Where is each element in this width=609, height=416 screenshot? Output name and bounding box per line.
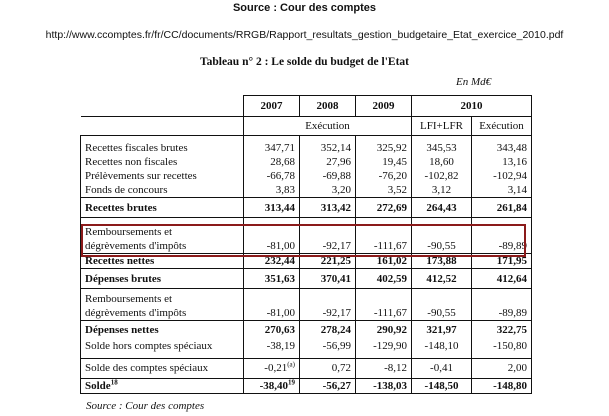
cell: 347,71: [244, 141, 300, 155]
cell: -102,94: [472, 169, 532, 183]
cell: -138,03: [356, 378, 412, 393]
cell: 3,52: [356, 183, 412, 198]
cell: 18,60: [412, 155, 472, 169]
cell: 28,68: [244, 155, 300, 169]
cell: -66,78: [244, 169, 300, 183]
budget-table: [80, 95, 532, 394]
cell: 351,63: [244, 269, 300, 289]
cell: 412,64: [472, 269, 532, 289]
table-title: Tableau n° 2 : Le solde du budget de l'Etat: [200, 56, 409, 68]
table-row: [81, 358, 532, 378]
cell: -129,90: [356, 339, 412, 353]
header-years-row: [81, 96, 532, 117]
cell: -56,27: [300, 378, 356, 393]
cell: 2,00: [472, 358, 532, 378]
row-label: Recettes fiscales brutes: [81, 141, 244, 155]
execution-header: Exécution: [244, 117, 412, 136]
row-label: Recettes non fiscales: [81, 155, 244, 169]
table-row: [81, 269, 532, 289]
cell: -148,80: [472, 378, 532, 393]
table-row: [81, 254, 532, 269]
table-row: [81, 155, 532, 169]
row-label: Recettes brutes: [81, 198, 244, 218]
table-row: [81, 183, 532, 198]
footnote-18: 18: [110, 377, 118, 386]
cell: -0,41: [412, 358, 472, 378]
cell: -148,50: [412, 378, 472, 393]
cell: 171,95: [472, 254, 532, 269]
cell: 325,92: [356, 141, 412, 155]
cell: 278,24: [300, 321, 356, 339]
cell: -89,89: [472, 289, 532, 321]
cell: -90,55: [412, 218, 472, 254]
cell: 221,25: [300, 254, 356, 269]
cell: 290,92: [356, 321, 412, 339]
cell: 27,96: [300, 155, 356, 169]
footer-source: Source : Cour des comptes: [86, 400, 205, 412]
cell: -0,21$^{(a)}$: [244, 358, 300, 378]
cell: -148,10: [412, 339, 472, 353]
row-label: Remboursements et dégrèvements d'impôts: [81, 218, 244, 254]
row-label: Prélèvements sur recettes: [81, 169, 244, 183]
row-label: Dépenses brutes: [81, 269, 244, 289]
lfi-lfr-header: LFI+LFR: [412, 117, 472, 136]
year-2010: 2010: [412, 96, 532, 117]
year-2009: 2009: [356, 96, 412, 117]
cell: -111,67: [356, 218, 412, 254]
cell: 343,48: [472, 141, 532, 155]
cell: 264,43: [412, 198, 472, 218]
cell: 270,63: [244, 321, 300, 339]
table-row: [81, 169, 532, 183]
cell: 19,45: [356, 155, 412, 169]
cell: -69,88: [300, 169, 356, 183]
cell: 272,69: [356, 198, 412, 218]
cell: -90,55: [412, 289, 472, 321]
cell: 0,72: [300, 358, 356, 378]
row-label: Solde des comptes spéciaux: [81, 358, 244, 378]
cell: -111,67: [356, 289, 412, 321]
table-row: [81, 339, 532, 353]
row-label: Fonds de concours: [81, 183, 244, 198]
cell: 261,84: [472, 198, 532, 218]
cell: -150,80: [472, 339, 532, 353]
cell: 412,52: [412, 269, 472, 289]
cell: -38,40$^{19}$: [244, 378, 300, 393]
cell: -76,20: [356, 169, 412, 183]
cell: -92,17: [300, 289, 356, 321]
cell: 322,75: [472, 321, 532, 339]
cell: 3,12: [412, 183, 472, 198]
cell: -102,82: [412, 169, 472, 183]
cell: 232,44: [244, 254, 300, 269]
cell: 3,20: [300, 183, 356, 198]
cell: -92,17: [300, 218, 356, 254]
row-label: Solde hors comptes spéciaux: [81, 339, 244, 353]
cell: -89,89: [472, 218, 532, 254]
row-label: Remboursements et dégrèvements d'impôts: [81, 289, 244, 321]
header-sub-blank: [81, 117, 244, 136]
cell: 402,59: [356, 269, 412, 289]
row-label: Dépenses nettes: [81, 321, 244, 339]
header-sub-row: [81, 117, 532, 136]
footnote-19: 19: [288, 377, 295, 386]
cell: 313,44: [244, 198, 300, 218]
row-label: Recettes nettes: [81, 254, 244, 269]
execution-2010-header: Exécution: [472, 117, 532, 136]
cell: -81,00: [244, 289, 300, 321]
cell: -56,99: [300, 339, 356, 353]
table-row: [81, 218, 532, 254]
cell: 3,14: [472, 183, 532, 198]
cell: 13,16: [472, 155, 532, 169]
source-heading: Source : Cour des comptes: [232, 2, 377, 14]
table-row: [81, 289, 532, 321]
cell: 3,83: [244, 183, 300, 198]
cell: -81,00: [244, 218, 300, 254]
table-row: [81, 141, 532, 155]
cell: 321,97: [412, 321, 472, 339]
cell: 352,14: [300, 141, 356, 155]
table-row: [81, 321, 532, 339]
cell: 161,02: [356, 254, 412, 269]
cell: -38,19: [244, 339, 300, 353]
cell: 370,41: [300, 269, 356, 289]
cell: 173,88: [412, 254, 472, 269]
header-blank: [81, 96, 244, 117]
year-2008: 2008: [300, 96, 356, 117]
cell: 313,42: [300, 198, 356, 218]
cell: 345,53: [412, 141, 472, 155]
row-label: Solde$^{18}$: [81, 378, 244, 393]
footnote-a: (a): [287, 360, 295, 369]
document-url[interactable]: http://www.ccomptes.fr/fr/CC/documents/RRGB/Rapport_resultats_gestion_budgetaire_Etat_exercice_2010.pdf: [45, 29, 564, 41]
year-2007: 2007: [244, 96, 300, 117]
cell: -8,12: [356, 358, 412, 378]
table-row: [81, 198, 532, 218]
unit-label: En Md€: [456, 76, 492, 88]
table-row: [81, 378, 532, 393]
